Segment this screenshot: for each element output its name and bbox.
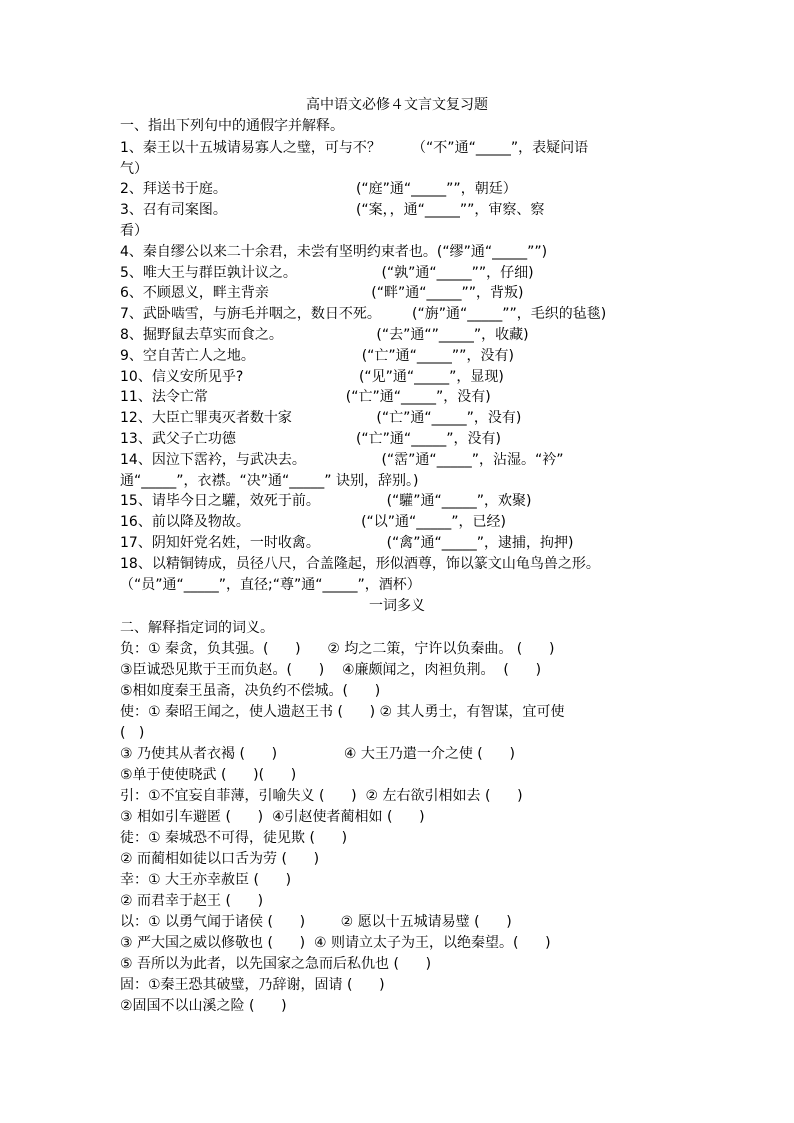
exercise-line: 11、法令亡常 (“亡”通“_____”，没有) bbox=[120, 389, 491, 405]
exercise-line: 徒：① 秦城恐不可得，徒见欺 ( ) bbox=[120, 830, 348, 846]
section-subtitle: 一词多义 bbox=[369, 598, 425, 614]
exercise-line: 1、秦王以十五城请易寡人之璧，可与不？ （“不”通“_____”，表疑问语 bbox=[120, 140, 589, 156]
exercise-line: 16、前以降及物故。 (“以”通“_____”，已经) bbox=[120, 514, 507, 530]
exercise-line: ② 而蔺相如徒以口舌为劳 ( ) bbox=[120, 851, 320, 867]
exercise-line: 10、信义安所见乎? (“见”通“_____”，显现) bbox=[120, 369, 504, 385]
exercise-line: ③臣诚恐见欺于王而负赵。( ) ④廉颇闻之，肉袒负荆。 ( ) bbox=[120, 662, 542, 678]
exercise-line: 14、因泣下霑衿，与武决去。 (“霑”通“_____”，沾湿。“衿” bbox=[120, 452, 564, 468]
section-2-heading: 二、解释指定词的词义。 bbox=[120, 620, 274, 636]
exercise-line: 2、拜送书于庭。 (“庭”通“_____””，朝廷） bbox=[120, 181, 517, 197]
page-title: 高中语文必修４文言文复习题 bbox=[306, 97, 488, 113]
exercise-line: 9、空自苦亡人之地。 (“亡”通“_____””，没有) bbox=[120, 348, 514, 364]
exercise-line: 17、阴知奸党名姓，一时收禽。 (“禽”通“_____”，逮捕，拘押) bbox=[120, 535, 574, 551]
exercise-line: 以：① 以勇气闻于诸侯 ( ) ② 愿以十五城请易璧 ( ) bbox=[120, 914, 512, 930]
exercise-line: 幸：① 大王亦幸赦臣 ( ) bbox=[120, 872, 292, 888]
exercise-line: ⑤相如度秦王虽斋，决负约不偿城。( ) bbox=[120, 683, 381, 699]
exercise-line: 15、请毕今日之驩，效死于前。 (“驩”通“_____”，欢聚) bbox=[120, 493, 532, 509]
exercise-line: ③ 乃使其从者衣褐 ( ) ④ 大王乃遣一介之使 ( ) bbox=[120, 746, 515, 762]
exercise-line: 使：① 秦昭王闻之，使人遗赵王书 ( ) ② 其人勇士，有智谋，宜可使 bbox=[120, 704, 565, 720]
exercise-line: ⑤ 吾所以为此者，以先国家之急而后私仇也 ( ) bbox=[120, 956, 432, 972]
exercise-line: ③ 严大国之威以修敬也 ( ) ④ 则请立太子为王，以绝秦望。( ) bbox=[120, 935, 551, 951]
exercise-line: ②固国不以山溪之险 ( ) bbox=[120, 998, 287, 1014]
exercise-line: 通“_____”，衣襟。“决”通“_____” 诀别，辞别。) bbox=[120, 473, 419, 489]
exercise-line: （“员”通“_____”，直径;“尊”通“_____”，酒杯） bbox=[120, 577, 421, 593]
exercise-line: ( ) bbox=[120, 725, 145, 741]
exercise-line: 6、不顾恩义，畔主背亲 (“畔”通“_____””，背叛) bbox=[120, 285, 524, 301]
exercise-line: 8、掘野鼠去草实而食之。 (“去”通“”_____”，收藏) bbox=[120, 327, 529, 343]
exercise-line: 5、唯大王与群臣孰计议之。 (“孰”通“_____””，仔细) bbox=[120, 265, 534, 281]
exercise-line: ⑤单于使使晓武 ( )( ) bbox=[120, 767, 297, 783]
exercise-line: 12、大臣亡罪夷灭者数十家 (“亡”通“_____”，没有) bbox=[120, 410, 522, 426]
exercise-line: 7、武卧啮雪，与旃毛并咽之，数日不死。 (“旃”通“_____””，毛织的毡毯) bbox=[120, 306, 607, 322]
exercise-line: 18、以精铜铸成，员径八尺，合盖隆起，形似酒尊，饰以篆文山龟鸟兽之形。 bbox=[120, 556, 600, 572]
section-1-heading: 一、指出下列句中的通假字并解释。 bbox=[120, 118, 344, 134]
exercise-line: 4、秦自缪公以来二十余君，未尝有坚明约束者也。(“缪”通“_____””) bbox=[120, 244, 548, 260]
exercise-line: 看） bbox=[120, 223, 148, 239]
exercise-line: 13、武父子亡功德 (“亡”通“_____”，没有) bbox=[120, 431, 501, 447]
exercise-line: 3、召有司案图。 (“案，，通“_____””，审察、察 bbox=[120, 202, 545, 218]
exercise-line: ③ 相如引车避匿 ( ) ④引赵使者蔺相如 ( ) bbox=[120, 809, 425, 825]
exercise-line: 气） bbox=[120, 161, 148, 177]
exercise-line: 负：① 秦贪，负其强。( ) ② 均之二策，宁许以负秦曲。 ( ) bbox=[120, 641, 555, 657]
exercise-line: 固：①秦王恐其破璧，乃辞谢，固请 ( ) bbox=[120, 977, 385, 993]
exercise-line: ② 而君幸于赵王 ( ) bbox=[120, 893, 264, 909]
exercise-line: 引：①不宜妄自菲薄，引喻失义 ( ) ② 左右欲引相如去 ( ) bbox=[120, 788, 523, 804]
